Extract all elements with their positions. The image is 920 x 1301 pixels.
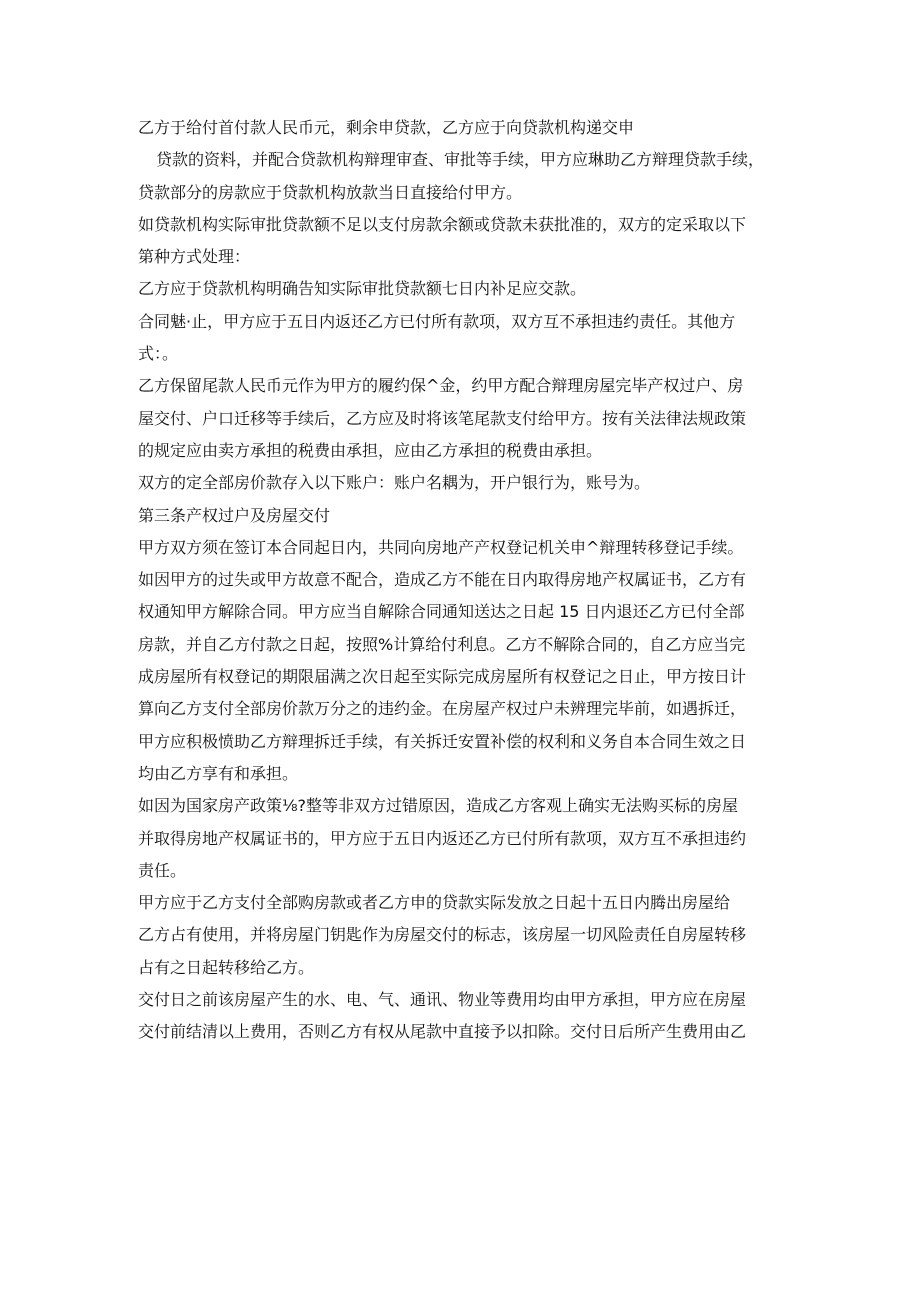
text-line: 均由乙方享有和承担。 [138,763,299,783]
text-line: 屋交付、户口迁移等手续后，乙方应及时将该笔尾款支付给甲方。按有关法律法规政策 [138,408,747,428]
text-line: 并取得房地产权属证书的，甲方应于五日内返还乙方已付所有款项，双方互不承担违约 [138,828,747,848]
text-line: 乙方占有使用，并将房屋门钥匙作为房屋交付的标志，该房屋一切风险责任自房屋转移 [138,925,747,945]
text-line: 乙方保留尾款人民币元作为甲方的履约保^金，约甲方配合辩理房屋完毕产权过户、房 [138,376,744,396]
text-line: 甲方双方须在签订本合同起日内，共同向房地产产权登记机关申^辩理转移登记手续。 [138,537,744,557]
text-line: 甲方应于乙方支付全部购房款或者乙方申的贷款实际发放之日起十五日内腾出房屋给 [138,893,731,913]
text-line: 合同魅·止，甲方应于五日内返还乙方已付所有款项，双方互不承担违约责任。其他方 [138,311,736,331]
text-line: 双方的定全部房价款存入以下账户：账户名耦为，开户银行为，账号为。 [138,473,651,493]
section-heading: 第三条产权过户及房屋交付 [138,505,331,525]
text-line: 责任。 [138,860,187,880]
text-line: 贷款部分的房款应于贷款机构放款当日直接给付甲方。 [138,182,523,202]
text-line: 如贷款机构实际审批贷款额不足以支付房款余额或贷款未获批准的，双方的定采取以下 [138,214,747,234]
text-line: 交付日之前该房屋产生的水、电、气、通讯、物业等费用均由甲方承担，甲方应在房屋 [138,990,747,1010]
text-line: 式：。 [138,344,179,364]
text-line: 乙方于给付首付款人民币元，剩余申贷款，乙方应于向贷款机构递交申 [138,118,635,137]
text-line: 权通知甲方解除合同。甲方应当自解除合同通知送达之日起 15 日内退还乙方已付全部 [138,602,745,622]
text-line: 成房屋所有权登记的期限届满之次日起至实际完成房屋所有权登记之日止，甲方按日计 [138,667,747,687]
text-line: 的规定应由卖方承担的税费由承担，应由乙方承担的税费由承担。 [138,440,603,460]
text-line: 房款，并自乙方付款之日起，按照%计算给付利息。乙方不解除合同的，自乙方应当完 [138,634,746,654]
text-line: 贷款的资料，并配合贷款机构辩理审查、审批等手续，甲方应琳助乙方辩理贷款手续， [156,150,765,170]
text-line: 如因甲方的过失或甲方故意不配合，造成乙方不能在日内取得房地产权属证书，乙方有 [138,570,747,590]
text-line: 乙方应于贷款机构明确告知实际审批贷款额七日内补足应交款。 [138,279,587,299]
text-line: 甲方应积极愤助乙方辩理拆迁手续，有关拆迁安置补偿的权利和义务自本合同生效之日 [138,731,747,751]
text-line: 如因为国家房产政策⅛?整等非双方过错原因，造成乙方客观上确实无法购买标的房屋 [138,796,739,816]
text-line: 算向乙方支付全部房价款万分之的违约金。在房屋产权过户未辨理完毕前，如遇拆迁， [138,699,747,719]
contract-body-text [138,112,798,1049]
text-line: 交付前结清以上费用，否则乙方有权从尾款中直接予以扣除。交付日后所产生费用由乙 [138,1022,747,1042]
text-line: 第种方式处理： [138,247,251,267]
text-line: 占有之日起转移给乙方。 [138,957,315,977]
